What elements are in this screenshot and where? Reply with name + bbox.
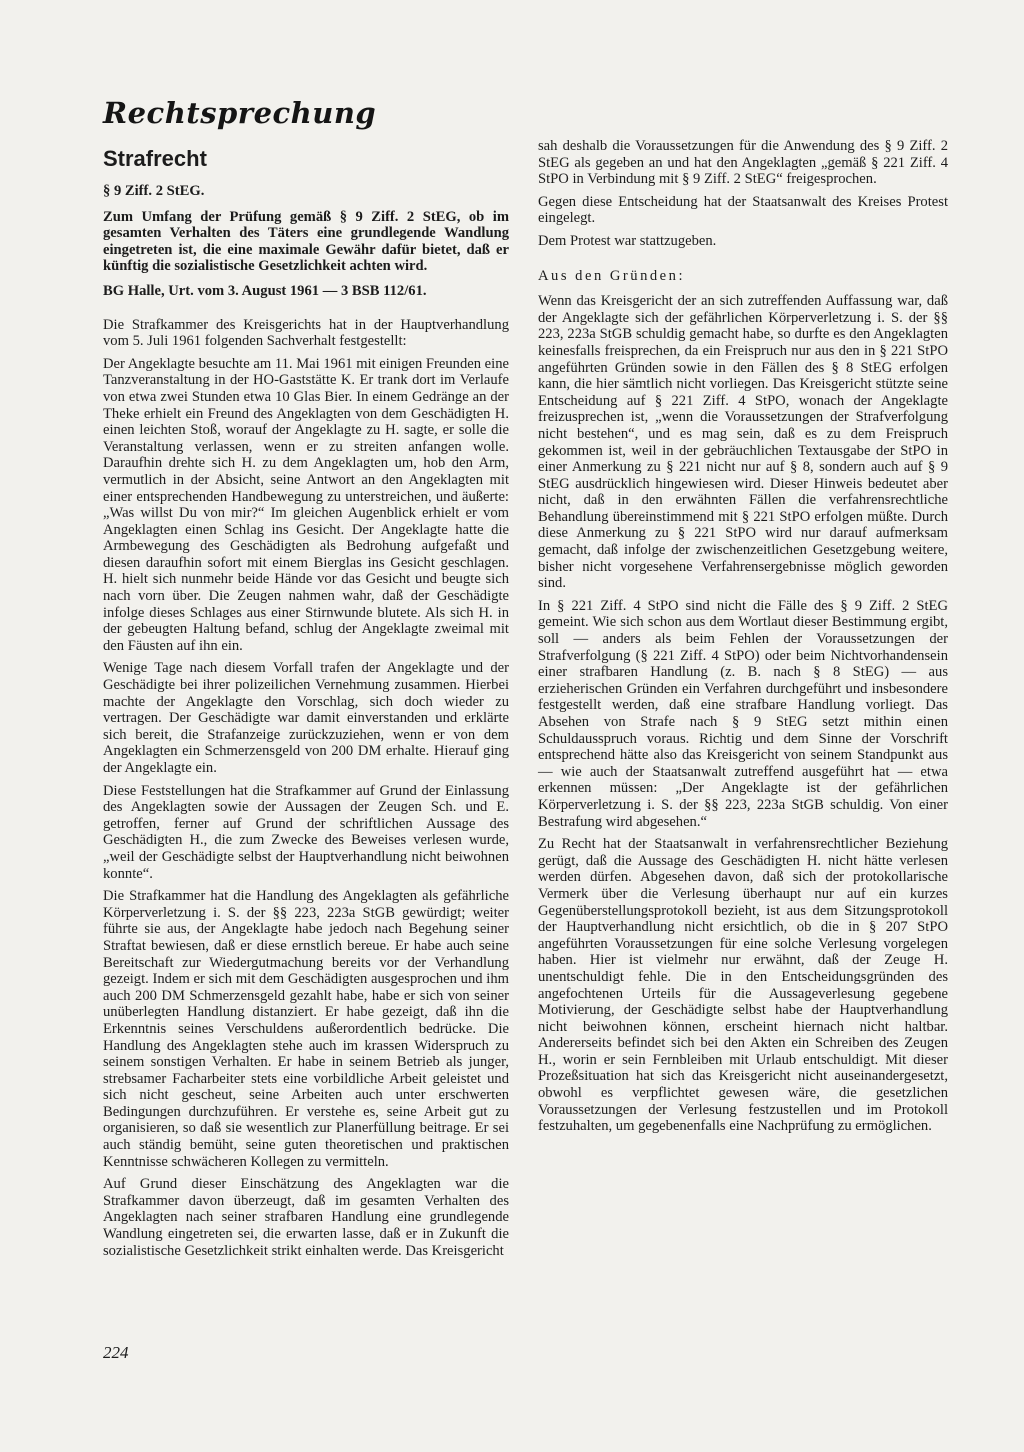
- left-column: [103, 138, 509, 1265]
- paragraph: Gegen diese Entscheidung hat der Staatsanwalt des Kreises Protest eingelegt.: [538, 193, 948, 227]
- law-reference: § 9 Ziff. 2 StEG.: [103, 183, 205, 199]
- paragraph: Diese Feststellungen hat die Strafkammer auf Grund der Einlassung des Angeklagten sowie der Aussagen der Zeugen Sch. und E. getroffen, ferner auf Grund der schriftlichen Aussage des Geschädigten H., die zum Zwecke des Beweises verlesen wurde, „weil der Geschädigte selbst der Hauptverhandlung nicht beiwohnen konnte“.: [103, 782, 509, 882]
- paragraph: Wenige Tage nach diesem Vorfall trafen der Angeklagte und der Geschädigte bei ihrer polizeilichen Vernehmung zusammen. Hierbei machte der Angeklagte den Vorschlag, sich doch wieder zu vertragen. Der Geschädigte war damit einverstanden und erklärte sich bereit, die Strafanzeige zurückzuziehen, wenn er von dem Angeklagten ein Schmerzensgeld von 200 DM erhalte. Hierauf ging der Angeklagte ein.: [103, 660, 509, 776]
- paragraph: Die Strafkammer hat die Handlung des Angeklagten als gefährliche Körperverletzung i. S. der §§ 223, 223a StGB gewürdigt; weiter führte sie aus, der Angeklagte habe jedoch nach Begehung seiner Straftat bewiesen, daß er diese ernstlich bereue. Er habe auch seine Bereitschaft zur Wiedergutmachung bereits vor der Verhandlung gezeigt. Indem er sich mit dem Geschädigten ausgesprochen und ihm auch 200 DM Schmerzensgeld gezahlt habe, habe er sich von seiner unüberlegten Handlung distanziert. Er habe gezeigt, daß ihn die Erkenntnis seines Verschuldens außerordentlich bedrücke. Die Handlung des Angeklagten stehe auch im krassen Widerspruch zu seinem sonstigen Verhalten. Er habe in seinem Betrieb als junger, strebsamer Facharbeiter stets eine vorbildliche Arbeit geleistet und sich nicht gescheut, seine Arbeiten auch unter erschwerten Bedingungen durchzuführen. Er verstehe es, seine Arbeit gut zu organisieren, so daß sie wesentlich zur Planerfüllung beitrage. Er sei auch ständig bemüht, seine guten theoretischen und praktischen Kenntnisse schwächeren Kollegen zu vermitteln.: [103, 888, 509, 1170]
- right-column: [538, 138, 948, 1141]
- paragraph: In § 221 Ziff. 4 StPO sind nicht die Fälle des § 9 Ziff. 2 StEG gemeint. Wie sich schon aus dem Wortlaut dieser Bestimmung ergibt, soll — anders als beim Fehlen der Voraussetzungen der Strafverfolgung (§ 221 Ziff. 4 StPO) oder beim Nichtvorhandensein einer strafbaren Handlung (z. B. nach § 8 StEG) — aus erzieherischen Gründen ein Verfahren durchgeführt und insbesondere festgestellt werden, daß eine strafbare Handlung vorliegt. Das Absehen von Strafe nach § 9 StEG setzt mithin einen Schuldausspruch voraus. Richtig und dem Sinne der Vorschrift entsprechend hätte also das Kreisgericht von seinem Standpunkt aus — wie auch der Staatsanwalt zutreffend ausgeführt hat — etwa erkennen müssen: „Der Angeklagte ist der gefährlichen Körperverletzung i. S. der §§ 223, 223a StGB schuldig. Von einer Bestrafung wird abgesehen.“: [538, 597, 948, 830]
- page-number: 224: [103, 1343, 129, 1362]
- paragraph: Dem Protest war stattzugeben.: [538, 232, 717, 249]
- paragraph: Wenn das Kreisgericht der an sich zutreffenden Auffassung war, daß der Angeklagte sich der gefährlichen Körperverletzung i. S. der §§ 223, 223a StGB schuldig gemacht habe, so durfte es den Angeklagten keinesfalls freisprechen, da ein Freispruch nur aus den in § 221 StPO angeführten Gründen sowie in den Fällen des § 8 StEG erfolgen kann, die hier sämtlich nicht vorliegen. Das Kreisgericht stützte seine Entscheidung auf § 221 Ziff. 4 StPO, wonach der Angeklagte freizusprechen ist, „wenn die Voraussetzungen der Strafverfolgung nicht bestehen“, und es mag sein, daß es zu dem Freispruch gekommen ist, weil in der gebräuchlichen Textausgabe der StPO in einer Anmerkung zu § 221 nicht nur auf § 8, sondern auch auf § 9 StEG ausdrücklich hingewiesen wird. Dieser Hinweis bedeutet aber nicht, daß in den erwähnten Fällen die verfahrensrechtliche Behandlung übereinstimmend mit § 221 StPO erfolgen müßte. Durch diese Anmerkung zu § 221 StPO wird nur darauf aufmerksam gemacht, daß infolge der zwischenzeitlichen Gesetzgebung weitere, bisher nicht vorgesehene Verfahrensergebnisse möglich geworden sind.: [538, 293, 948, 592]
- paragraph: Auf Grund dieser Einschätzung des Angeklagten war die Strafkammer davon überzeugt, daß im gesamten Verhalten des Angeklagten nach seiner strafbaren Handlung eine grundlegende Wandlung eingetreten sei, die erwarten lasse, daß er in Zukunft die sozialistische Gesetzlichkeit strikt einhalten werde. Das Kreisgericht: [103, 1176, 509, 1259]
- section-title: Rechtsprechung: [103, 96, 377, 130]
- subsection-title: Strafrecht: [103, 146, 207, 171]
- paragraph: Zu Recht hat der Staatsanwalt in verfahrensrechtlicher Beziehung gerügt, daß die Aussage des Geschädigten H. nicht hätte verlesen werden dürfen. Abgesehen davon, daß sich der protokollarische Vermerk über die Verlesung überhaupt nur auf ein kurzes Gegenüberstellungsprotokoll bezieht, ist aus dem Sitzungsprotokoll der Hauptverhandlung nicht ersichtlich, ob die in § 207 StPO angeführten Voraussetzungen für eine solche Verlesung vorgelegen haben. Hier ist vielmehr nur erwähnt, daß der Zeuge H. unentschuldigt fehle. Die in den Entscheidungsgründen des angefochtenen Urteils für die Aussageverlesung gegebene Motivierung, der Geschädigte selbst habe der Hauptverhandlung nicht beiwohnen können, erscheint hiernach nicht haltbar. Andererseits befindet sich bei den Akten ein Schreiben des Zeugen H., worin er sein Fernbleiben mit Urlaub entschuldigt. Mit dieser Prozeßsituation hat sich das Kreisgericht nicht auseinandergesetzt, obwohl es verpflichtet gewesen wäre, die gesetzlichen Voraussetzungen der Verlesung festzustellen und im Protokoll festzuhalten, um gegebenenfalls eine Nachprüfung zu ermöglichen.: [538, 836, 948, 1135]
- headnote: Zum Umfang der Prüfung gemäß § 9 Ziff. 2 StEG, ob im gesamten Verhalten des Täters eine grundlegende Wandlung eingetreten ist, die eine maximale Gewähr dafür bietet, daß er künftig die sozialistische Gesetzlichkeit achten wird.: [103, 208, 509, 275]
- paragraph: sah deshalb die Voraussetzungen für die Anwendung des § 9 Ziff. 2 StEG als gegeben an und hat den Angeklagten „gemäß § 221 Ziff. 4 StPO in Verbindung mit § 9 Ziff. 2 StEG“ freigesprochen.: [538, 138, 948, 188]
- reasons-heading: Aus den Gründen:: [538, 267, 686, 284]
- paragraph: Der Angeklagte besuchte am 11. Mai 1961 mit einigen Freunden eine Tanzveranstaltung in der HO-Gaststätte K. Er trank dort im Verlaufe von etwa zwei Stunden etwa 10 Glas Bier. In einem Gedränge an der Theke erhielt ein Freund des Angeklagten von dem Geschädigten H. einen leichten Stoß, worauf der Angeklagte zu H. sagte, er solle die Veranstaltung verlassen, wenn er zu streiten anfangen wolle. Daraufhin drehte sich H. zu dem Angeklagten um, hob den Arm, vermutlich in der Absicht, seine Antwort an den Angeklagten mit einer entsprechenden Handbewegung zu unterstreichen, und äußerte: „Was willst Du von mir?“ Im gleichen Augenblick erhielt er vom Angeklagten einen Schlag ins Gesicht. Der Angeklagte hatte die Armbewegung des Geschädigten als Bedrohung aufgefaßt und diesen daraufhin sofort mit einem Bierglas ins Gesicht geschlagen. H. hielt sich nunmehr beide Hände vor das Gesicht und beugte sich nach vorn über. Die Zeugen nahmen wahr, daß der Geschädigte infolge dieses Schlages aus einer Stirnwunde blutete. Als sich H. in der gebeugten Haltung befand, schlug der Angeklagte zweimal mit den Fäusten auf ihn ein.: [103, 355, 509, 654]
- court-reference: BG Halle, Urt. vom 3. August 1961 — 3 BSB 112/61.: [103, 282, 427, 299]
- paragraph: Die Strafkammer des Kreisgerichts hat in der Hauptverhandlung vom 5. Juli 1961 folgenden Sachverhalt festgestellt:: [103, 316, 509, 350]
